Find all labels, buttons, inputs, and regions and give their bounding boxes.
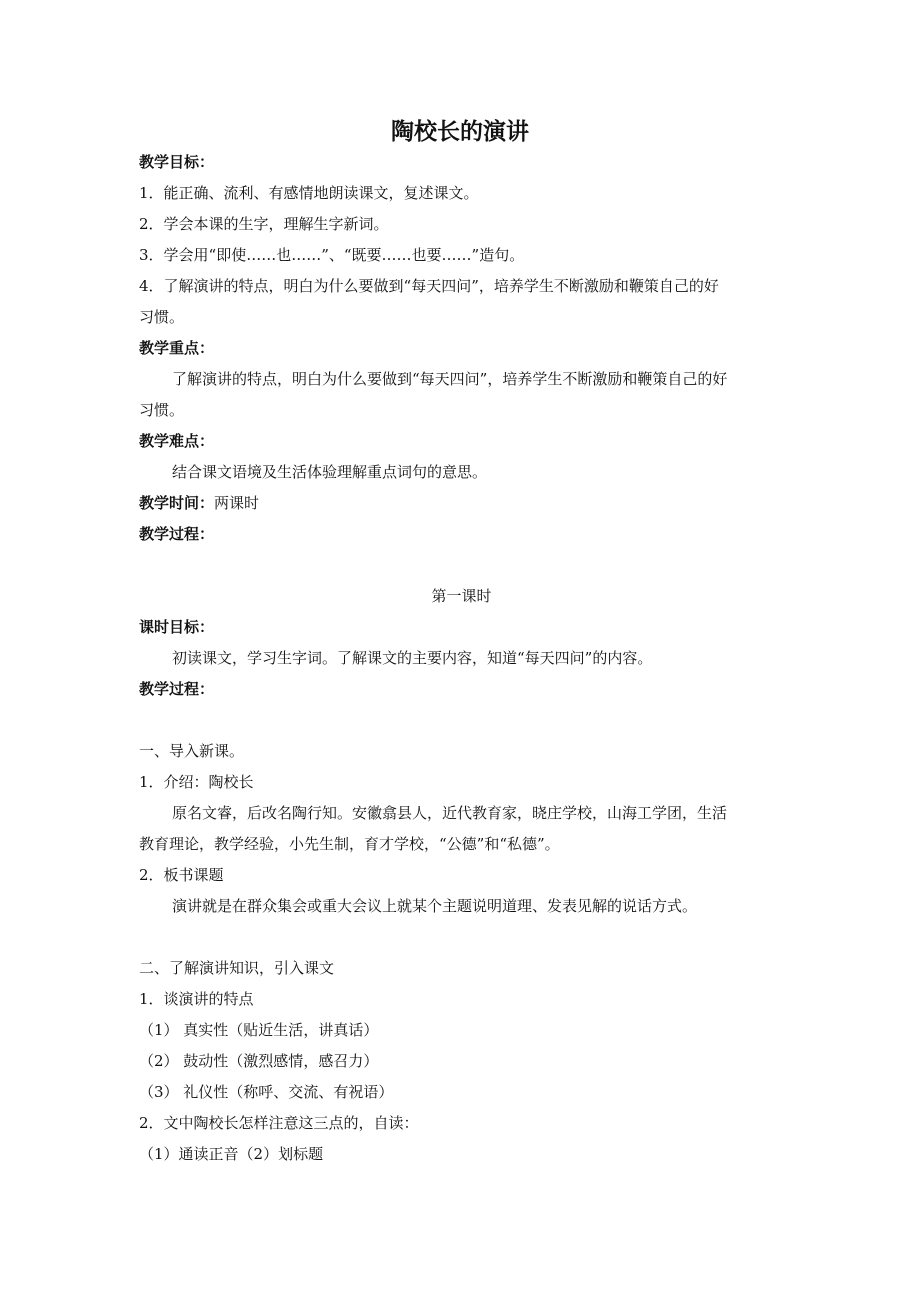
difficulty-heading: 教学难点： xyxy=(139,432,215,450)
part1-item-text-continued: 教育理论，教学经验，小先生制，育才学校，“公德”和“私德”。 xyxy=(139,835,560,853)
goal-item: 1．能正确、流利、有感情地朗读课文，复述课文。 xyxy=(139,184,479,202)
goal-item: 2．学会本课的生字，理解生字新词。 xyxy=(139,215,389,233)
part1-heading: 一、导入新课。 xyxy=(139,742,245,760)
teaching-time-value: 两课时 xyxy=(214,494,260,512)
key-points-heading: 教学重点： xyxy=(139,339,215,357)
goals-heading: 教学目标： xyxy=(139,153,215,171)
part1-item: 1．介绍：陶校长 xyxy=(139,773,254,791)
difficulty-text: 结合课文语境及生活体验理解重点词句的意思。 xyxy=(172,463,488,481)
key-points-text-continued: 习惯。 xyxy=(139,401,185,419)
feature-item: （1） 真实性（贴近生活，讲真话） xyxy=(139,1021,379,1039)
document-title: 陶校长的演讲 xyxy=(391,119,529,145)
goal-item: 4．了解演讲的特点，明白为什么要做到“每天四问”，培养学生不断激励和鞭策自己的好 xyxy=(139,277,719,295)
spacer xyxy=(139,705,784,736)
teaching-time-heading: 教学时间： xyxy=(139,494,215,512)
spacer xyxy=(139,922,784,953)
part1-item-text: 演讲就是在群众集会或重大会议上就某个主题说明道理、发表见解的说话方式。 xyxy=(172,897,698,915)
spacer xyxy=(139,550,784,581)
lesson-objectives-heading: 课时目标： xyxy=(139,618,215,636)
feature-item: （2） 鼓动性（激烈感情，感召力） xyxy=(139,1052,379,1070)
feature-item: （3） 礼仪性（称呼、交流、有祝语） xyxy=(139,1083,394,1101)
goal-item-continued: 习惯。 xyxy=(139,308,185,326)
lesson-process-heading: 教学过程： xyxy=(139,680,215,698)
key-points-text: 了解演讲的特点，明白为什么要做到“每天四问”，培养学生不断激励和鞭策自己的好 xyxy=(172,370,728,388)
part2-item: 1．谈演讲的特点 xyxy=(139,990,254,1008)
document-body xyxy=(139,147,784,1170)
part2-sub-item: （1）通读正音（2）划标题 xyxy=(139,1145,324,1163)
goal-item: 3．学会用“即使……也……”、“既要……也要……”造句。 xyxy=(139,246,525,264)
part2-heading: 二、了解演讲知识，引入课文 xyxy=(139,959,335,977)
process-heading: 教学过程： xyxy=(139,525,215,543)
part2-item: 2．文中陶校长怎样注意这三点的，自读： xyxy=(139,1114,419,1132)
lesson-objectives-text: 初读课文，学习生字词。了解课文的主要内容，知道“每天四问”的内容。 xyxy=(172,649,653,667)
part1-item-text: 原名文睿，后改名陶行知。安徽翕县人，近代教育家，晓庄学校，山海工学团，生活 xyxy=(172,804,728,822)
teaching-time-row xyxy=(139,488,784,519)
part1-item: 2．板书课题 xyxy=(139,866,224,884)
lesson-heading: 第一课时 xyxy=(431,587,492,605)
